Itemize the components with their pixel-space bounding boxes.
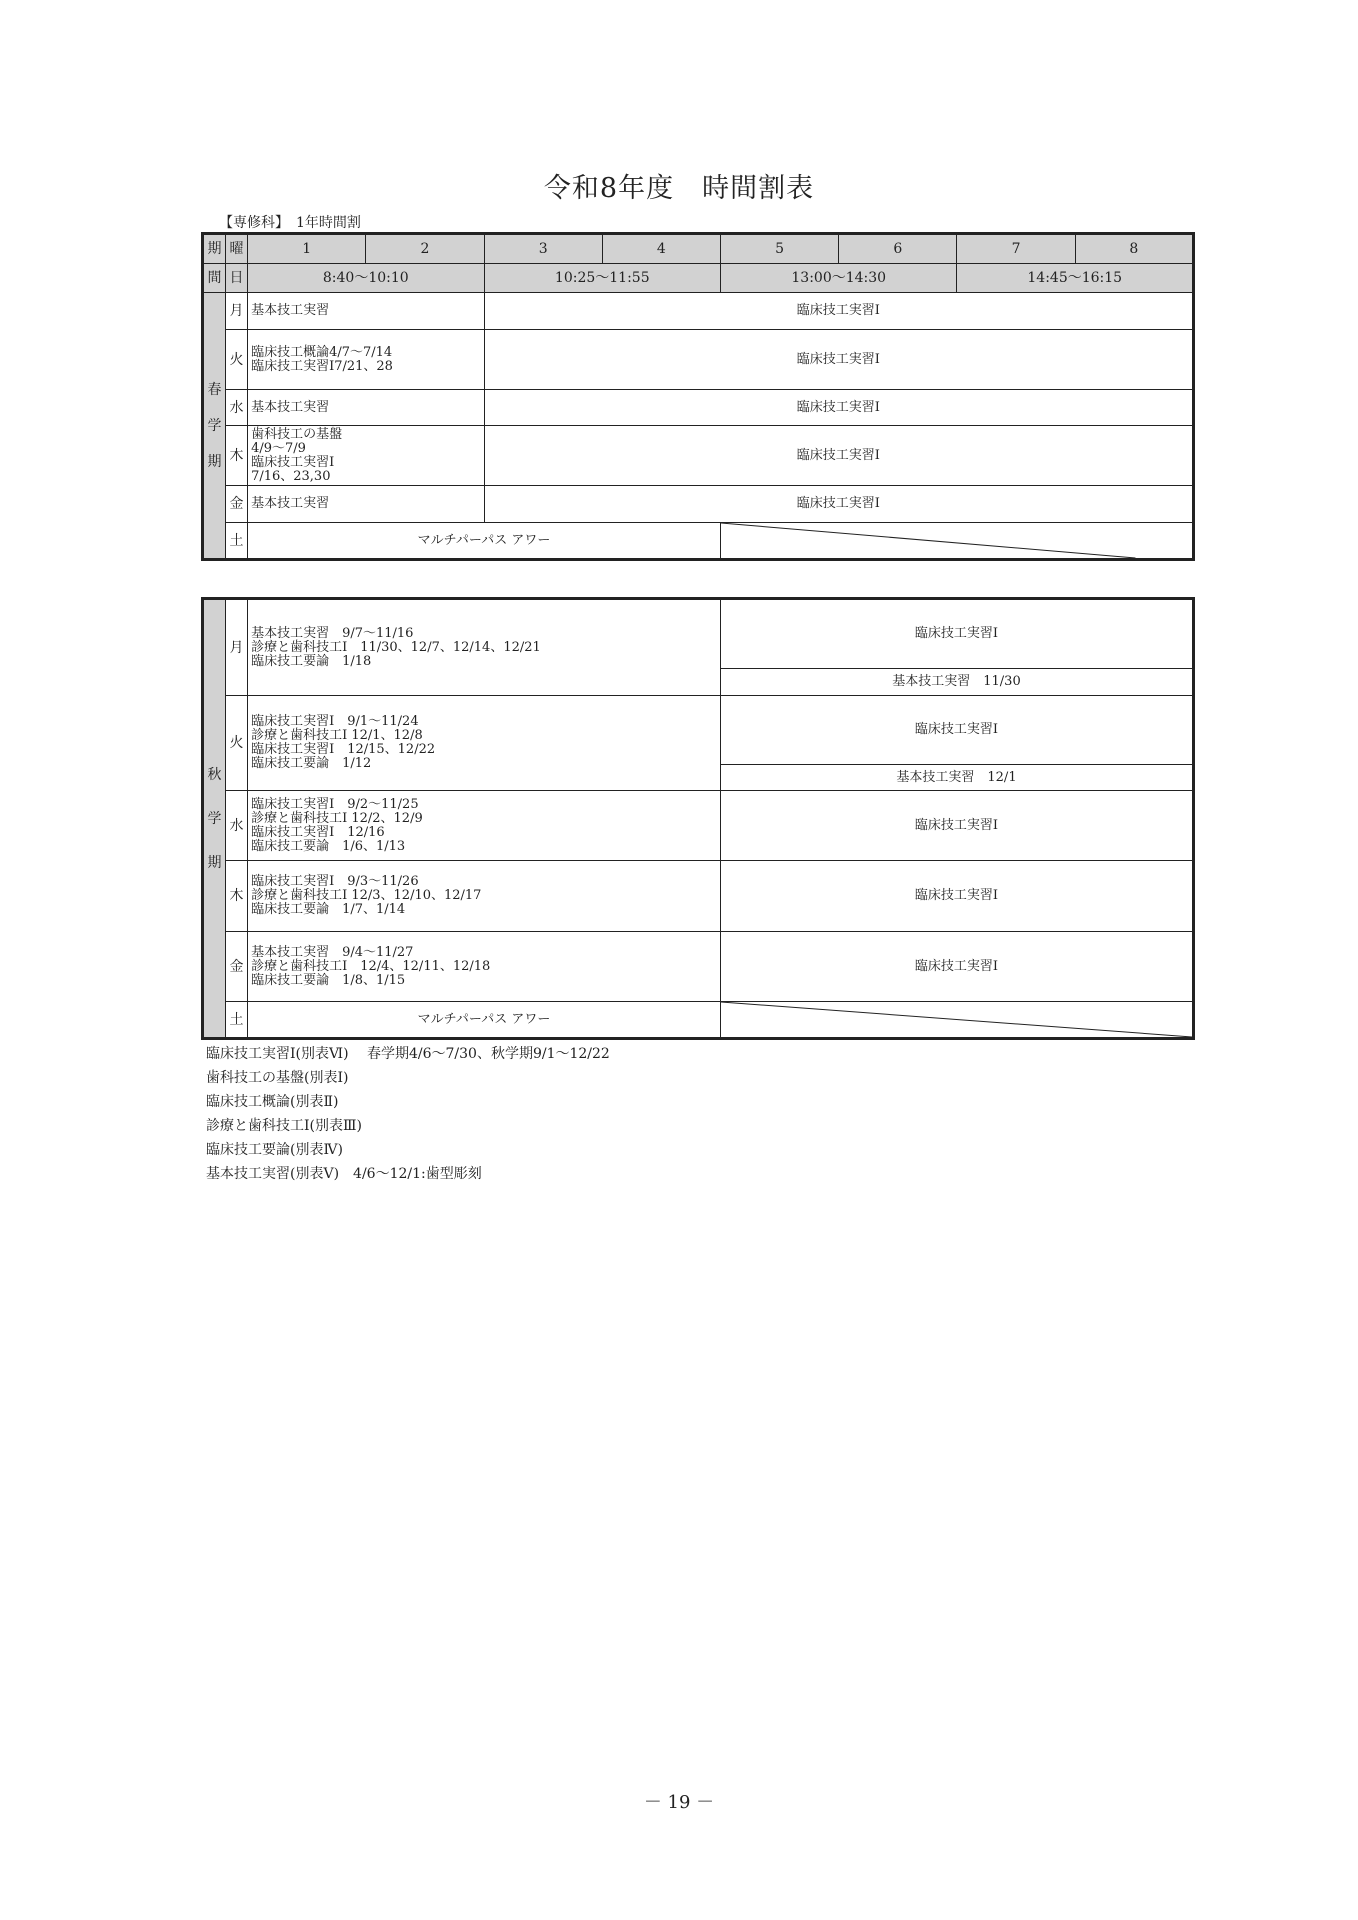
afternoon-class: 臨床技工実習Ⅰ — [720, 861, 1193, 932]
day-label: 土 — [226, 1002, 248, 1039]
day-label: 水 — [226, 390, 248, 426]
page-number: － 19 － — [643, 1792, 715, 1813]
term-char: 秋 — [207, 766, 222, 783]
period-number: 4 — [602, 234, 720, 264]
term-label — [203, 293, 226, 560]
day-label: 金 — [226, 486, 248, 523]
morning-class: 基本技工実習 — [248, 486, 484, 523]
table-row — [203, 390, 1194, 426]
term-header-label: 期 — [203, 234, 226, 264]
time-slot: 10:25～11:55 — [484, 264, 720, 293]
table-row — [203, 791, 1194, 861]
day-label: 火 — [226, 696, 248, 791]
multipurpose-hour: マルチパーパス アワー — [248, 523, 721, 560]
afternoon-class: 臨床技工実習Ⅰ — [484, 426, 1193, 486]
table-row — [203, 696, 1194, 765]
period-number: 3 — [484, 234, 602, 264]
note-line: 臨床技工実習Ⅰ(別表Ⅵ) 春学期4/6～7/30、秋学期9/1～12/22 — [206, 1046, 610, 1062]
term-char: 学 — [207, 417, 222, 434]
day-label: 月 — [226, 599, 248, 696]
diagonal-line — [721, 1002, 1192, 1037]
table-row — [203, 330, 1194, 390]
multipurpose-hour: マルチパーパス アワー — [248, 1002, 721, 1039]
day-label: 火 — [226, 330, 248, 390]
table-row — [203, 523, 1194, 560]
period-number: 6 — [839, 234, 957, 264]
term-char: 学 — [207, 810, 222, 827]
morning-class: 臨床技工実習Ⅰ 9/1～11/24 診療と歯科技工Ⅰ 12/1、12/8 臨床技工実習Ⅰ 12/15、12/22 臨床技工要論 1/12 — [248, 696, 721, 791]
empty-slot-diagonal — [721, 523, 1194, 560]
day-label: 水 — [226, 791, 248, 861]
morning-class: 臨床技工概論4/7～7/14 臨床技工実習Ⅰ7/21、28 — [248, 330, 484, 390]
morning-class: 基本技工実習 — [248, 293, 484, 330]
day-label: 木 — [226, 426, 248, 486]
time-header-row — [203, 264, 1194, 293]
day-label: 金 — [226, 932, 248, 1002]
note-line: 診療と歯科技工Ⅰ(別表Ⅲ) — [206, 1118, 362, 1134]
term-char: 期 — [207, 453, 222, 470]
day-header-label: 曜 — [226, 234, 248, 264]
note-line: 歯科技工の基盤(別表Ⅰ) — [206, 1070, 349, 1086]
term-char: 春 — [207, 381, 222, 398]
period-header-row — [203, 234, 1194, 264]
afternoon-class: 臨床技工実習Ⅰ — [484, 293, 1193, 330]
note-line: 基本技工実習(別表Ⅴ) 4/6～12/1:歯型彫刻 — [206, 1166, 482, 1182]
afternoon-class: 臨床技工実習Ⅰ — [484, 390, 1193, 426]
empty-slot-diagonal — [720, 1002, 1193, 1039]
period-number: 8 — [1075, 234, 1193, 264]
period-number: 1 — [248, 234, 366, 264]
afternoon-extra-class: 基本技工実習 12/1 — [720, 765, 1193, 791]
term-label — [203, 599, 226, 1039]
afternoon-class: 臨床技工実習Ⅰ — [720, 791, 1193, 861]
spring-timetable — [201, 232, 1195, 561]
timetable-subtitle: 【専修科】 1年時間割 — [219, 215, 361, 231]
note-line: 臨床技工要論(別表Ⅳ) — [206, 1142, 343, 1158]
table-row — [203, 861, 1194, 932]
table-row — [203, 932, 1194, 1002]
afternoon-class: 臨床技工実習Ⅰ — [484, 486, 1193, 523]
morning-class: 基本技工実習 — [248, 390, 484, 426]
autumn-timetable — [201, 597, 1195, 1040]
day-header-label: 日 — [226, 264, 248, 293]
afternoon-class: 臨床技工実習Ⅰ — [720, 599, 1193, 669]
time-slot: 14:45～16:15 — [957, 264, 1194, 293]
morning-class: 基本技工実習 9/4～11/27 診療と歯科技工Ⅰ 12/4、12/11、12/18 臨床技工要論 1/8、1/15 — [248, 932, 721, 1002]
table-row — [203, 1002, 1194, 1039]
day-label: 土 — [226, 523, 248, 560]
period-number: 2 — [366, 234, 484, 264]
afternoon-class: 臨床技工実習Ⅰ — [720, 932, 1193, 1002]
period-number: 7 — [957, 234, 1075, 264]
table-row — [203, 293, 1194, 330]
morning-class: 基本技工実習 9/7～11/16 診療と歯科技工Ⅰ 11/30、12/7、12/14、12/21 臨床技工要論 1/18 — [248, 599, 721, 696]
afternoon-extra-class: 基本技工実習 11/30 — [720, 669, 1193, 696]
page-title: 令和8年度 時間割表 — [543, 173, 815, 204]
table-row — [203, 486, 1194, 523]
afternoon-class: 臨床技工実習Ⅰ — [720, 696, 1193, 765]
time-slot: 8:40～10:10 — [248, 264, 484, 293]
afternoon-class: 臨床技工実習Ⅰ — [484, 330, 1193, 390]
table-row — [203, 426, 1194, 486]
morning-class: 歯科技工の基盤 4/9～7/9 臨床技工実習Ⅰ 7/16、23,30 — [248, 426, 484, 486]
time-slot: 13:00～14:30 — [721, 264, 957, 293]
day-label: 木 — [226, 861, 248, 932]
table-row — [203, 599, 1194, 669]
term-header-label: 間 — [203, 264, 226, 293]
day-label: 月 — [226, 293, 248, 330]
morning-class: 臨床技工実習Ⅰ 9/3～11/26 診療と歯科技工Ⅰ 12/3、12/10、12/17 臨床技工要論 1/7、1/14 — [248, 861, 721, 932]
diagonal-line — [721, 523, 1192, 558]
notes-list — [206, 1042, 610, 1186]
term-char: 期 — [207, 854, 222, 871]
period-number: 5 — [721, 234, 839, 264]
morning-class: 臨床技工実習Ⅰ 9/2～11/25 診療と歯科技工Ⅰ 12/2、12/9 臨床技工実習Ⅰ 12/16 臨床技工要論 1/6、1/13 — [248, 791, 721, 861]
note-line: 臨床技工概論(別表Ⅱ) — [206, 1094, 339, 1110]
